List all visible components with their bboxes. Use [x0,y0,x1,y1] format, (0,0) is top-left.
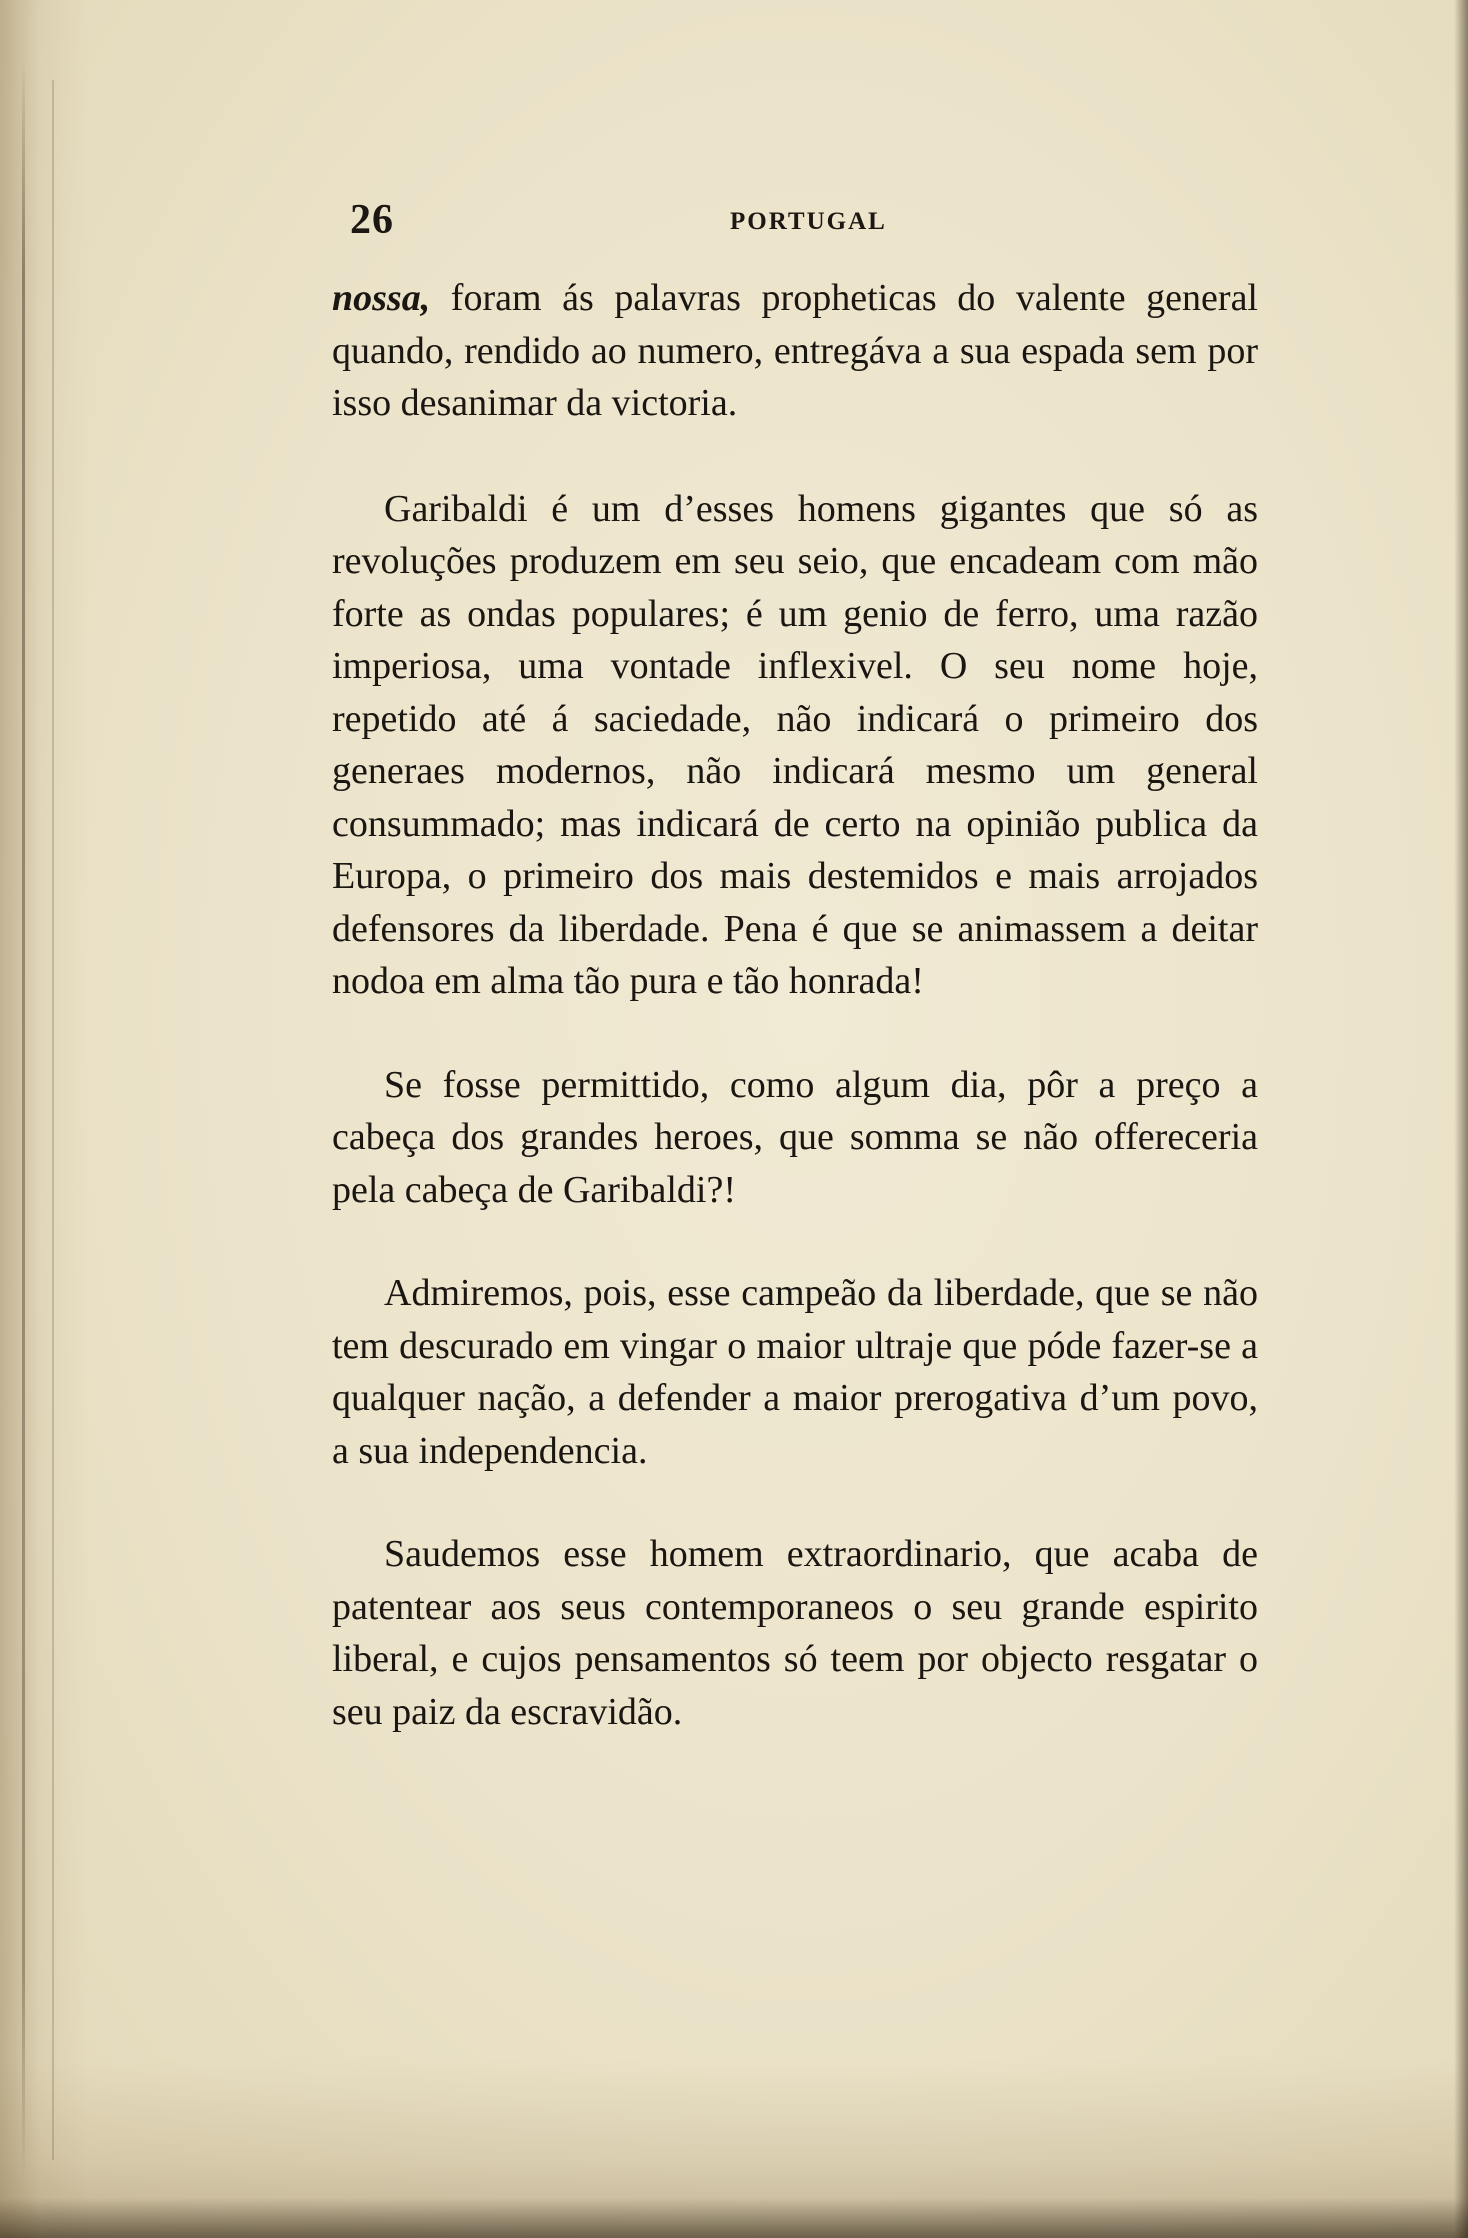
page-number: 26 [350,197,394,243]
page-edge-right [1454,0,1468,2238]
paragraph-1-text: foram ás palavras propheticas do valente general quando, rendido ao numero, entregáva a sua espada sem por isso desanimar da victoria. [332,277,1258,424]
paragraph-2: Garibaldi é um d’esses homens gigantes que só as revoluções produzem em seu seio, que encadeam com mão forte as ondas populares; é um genio de ferro, uma razão imperiosa, uma vontade inflexivel. O seu nome hoje, repetido até á saciedade, não indicará o primeiro dos generaes modernos, não indicará mesmo um general consummado; mas indicará de certo na opinião publica da Europa, o primeiro dos mais destemidos e mais arrojados defensores da liberdade. Pena é que se animassem a deitar nodoa em alma tão pura e tão honrada! [332,487,1258,1002]
binding-crease [52,80,54,2160]
running-head: PORTUGAL [730,208,887,235]
paragraph-5: Saudemos esse homem extraordinario, que acaba de patentear aos seus contemporaneos o seu grande espirito liberal, e cujos pensamentos só teem por objecto resgatar o seu paiz da escravidão. [332,1533,1258,1733]
page-edge-bottom [0,2198,1468,2238]
italic-lead-word: nossa, [332,277,431,319]
paragraph-3: Se fosse permittido, como algum dia, pôr a preço a cabeça dos grandes heroes, que somma se não offereceria pela cabeça de Garibaldi?! [332,1063,1258,1211]
body-text [332,272,1258,1789]
page-header [350,196,1250,246]
binding-shadow [22,60,25,2180]
paragraph-1 [332,272,1258,430]
paragraph-4: Admiremos, pois, esse campeão da liberdade, que se não tem descurado em vingar o maior ultraje que póde fazer-se a qualquer nação, a defender a maior prerogativa d’um povo, a sua independencia. [332,1272,1258,1472]
